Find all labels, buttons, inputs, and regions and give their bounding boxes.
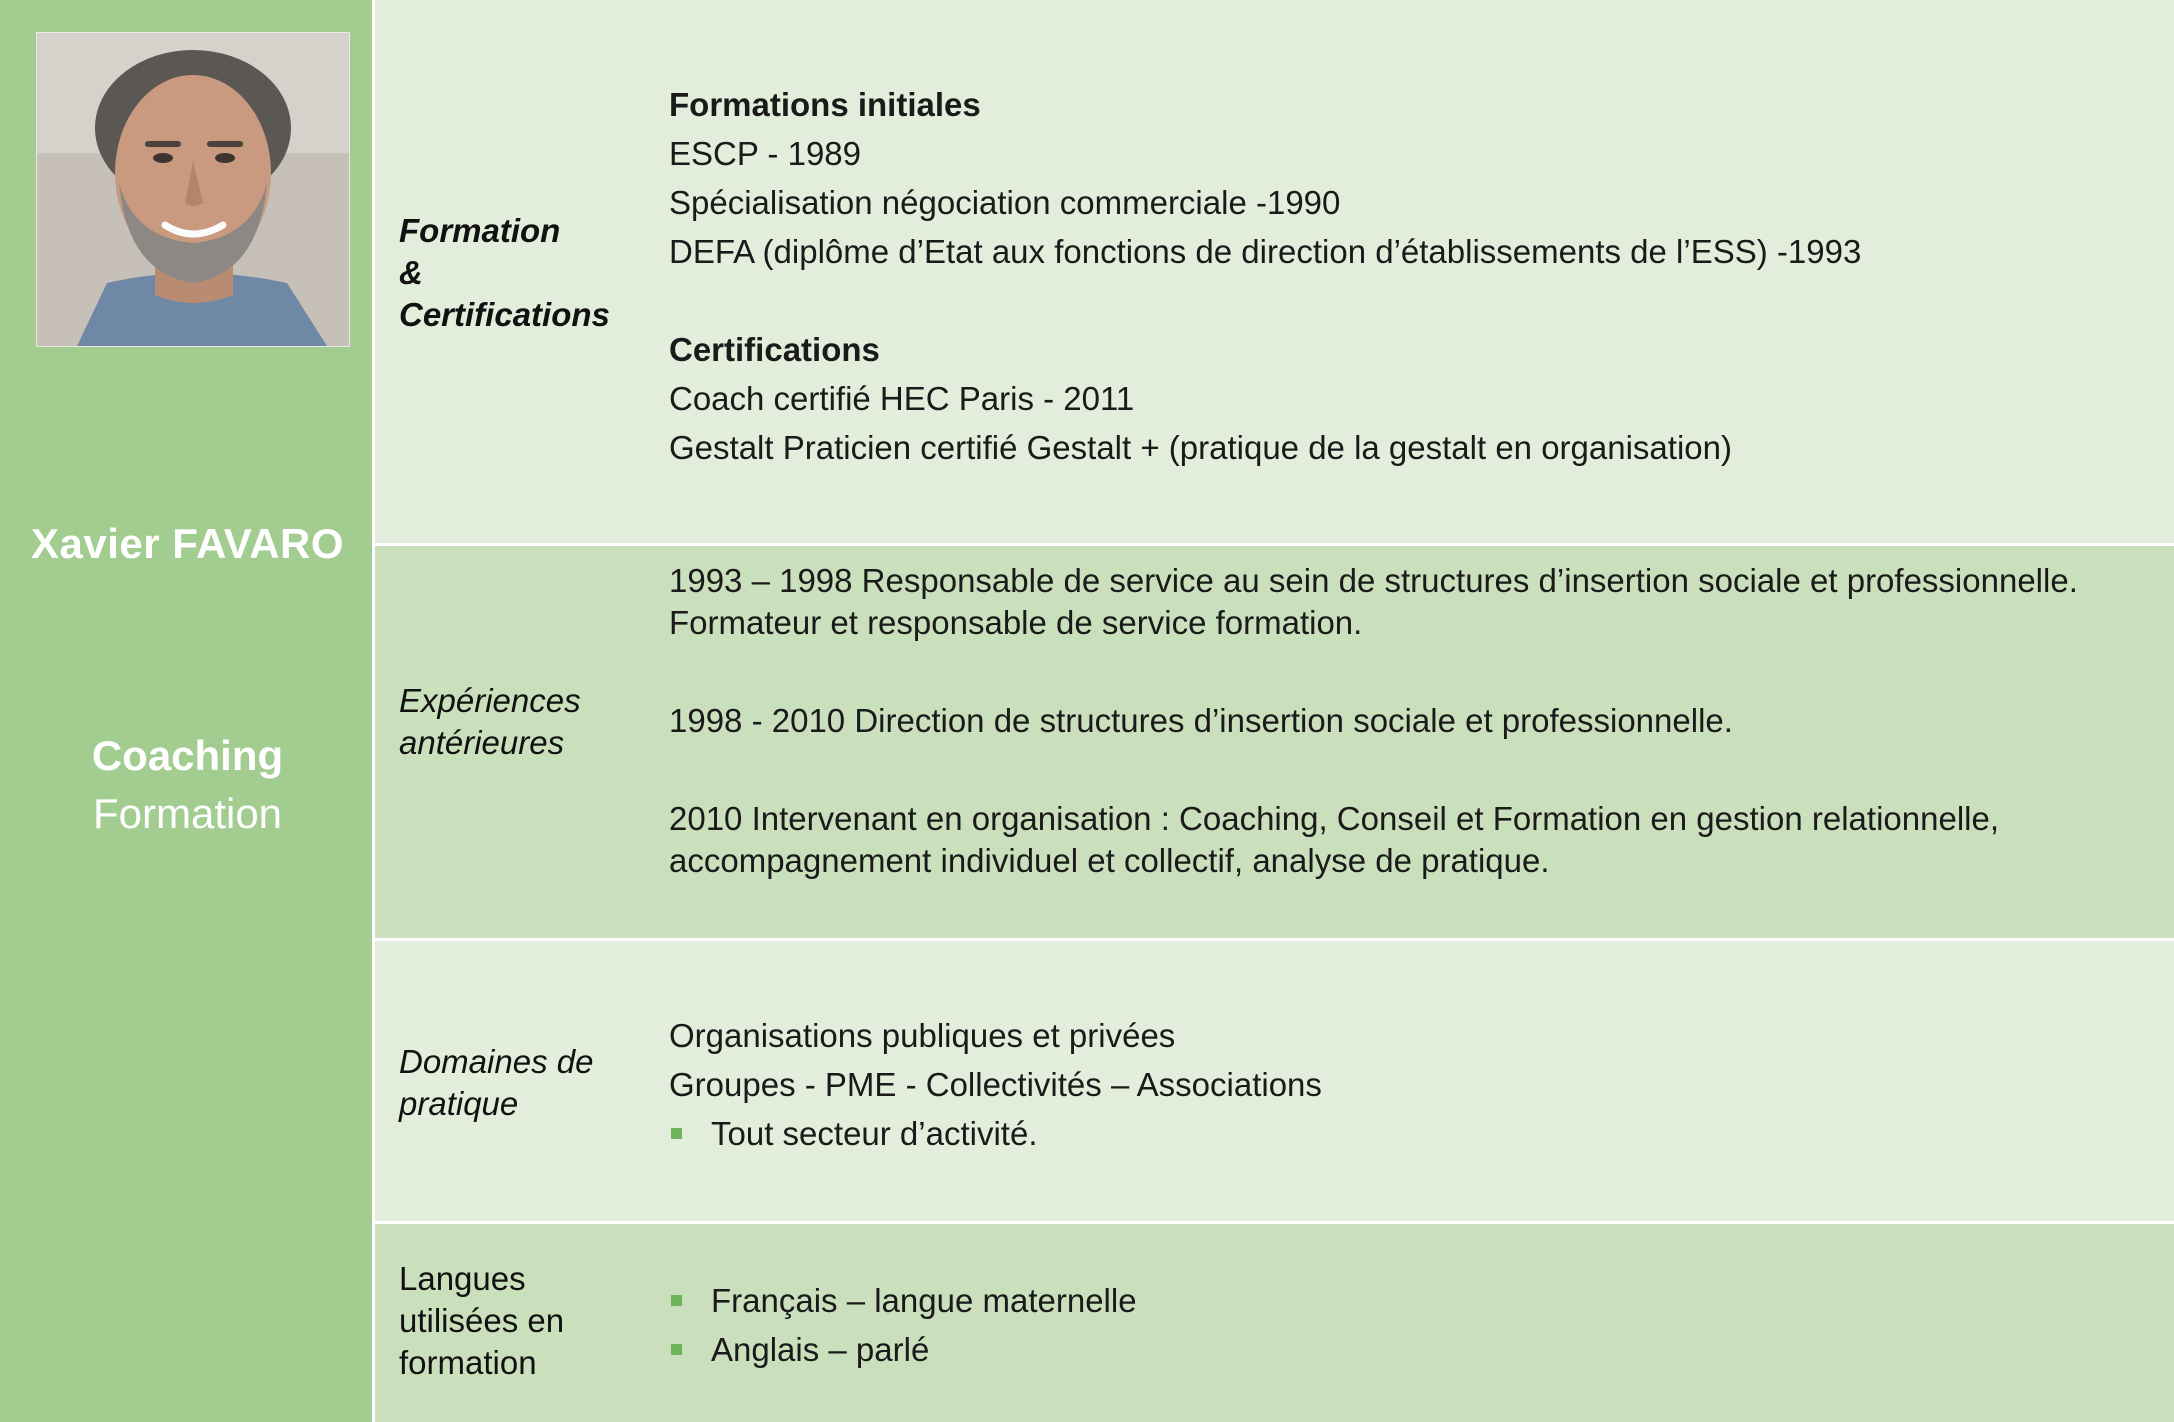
bullet-icon: [671, 1344, 682, 1355]
bullet-icon: [671, 1295, 682, 1306]
experience-item: Formateur et responsable de service formation.: [669, 604, 1363, 641]
experiences-content: [669, 560, 2134, 882]
domaines-content: [669, 1011, 2134, 1158]
list-item: Gestalt Praticien certifié Gestalt + (pratique de la gestalt en organisation): [669, 429, 1732, 466]
person-name: Xavier FAVARO: [30, 520, 345, 567]
role-secondary: Formation: [92, 790, 283, 837]
experience-item: 1998 - 2010 Direction de structures d’insertion sociale et professionnelle.: [669, 702, 1733, 739]
domain-line: Groupes - PME - Collectivités – Associations: [669, 1066, 1322, 1103]
list-item: Coach certifié HEC Paris - 2011: [669, 380, 1135, 417]
label-line: formation: [399, 1344, 537, 1381]
bullet-text: Anglais – parlé: [711, 1331, 930, 1368]
list-item: [669, 1325, 2134, 1374]
label-line: Expériences: [399, 682, 581, 719]
section-formation: [375, 0, 2174, 546]
label-line: Langues: [399, 1260, 526, 1297]
section-label-experiences: [399, 680, 639, 764]
label-line: pratique: [399, 1085, 519, 1122]
section-domaines: [375, 941, 2174, 1224]
bullet-icon: [671, 1128, 682, 1139]
experience-item: accompagnement individuel et collectif, analyse de pratique.: [669, 842, 1550, 879]
label-line: utilisées en: [399, 1302, 565, 1339]
domain-line: Organisations publiques et privées: [669, 1017, 1176, 1054]
bullet-text: Français – langue maternelle: [711, 1282, 1137, 1319]
section-label-domaines: [399, 1041, 639, 1125]
section-label-formation: [399, 210, 639, 336]
section-label-langues: [399, 1258, 639, 1384]
list-item: DEFA (diplôme d’Etat aux fonctions de direction d’établissements de l’ESS) -1993: [669, 233, 1862, 270]
label-line: Certifications: [399, 296, 610, 333]
list-item: Spécialisation négociation commerciale -1990: [669, 184, 1341, 221]
certifications-heading: Certifications: [669, 331, 880, 368]
label-line: Formation: [399, 212, 561, 249]
langues-content: [669, 1276, 2134, 1374]
formations-initiales-heading: Formations initiales: [669, 86, 981, 123]
profile-sidebar: [0, 0, 375, 1422]
label-line: antérieures: [399, 724, 565, 761]
bullet-text: Tout secteur d’activité.: [711, 1115, 1038, 1152]
section-langues: [375, 1224, 2174, 1422]
label-line: &: [399, 254, 423, 291]
experience-item: 2010 Intervenant en organisation : Coaching, Conseil et Formation en gestion relationnelle,: [669, 800, 2000, 837]
list-item: [669, 1276, 2134, 1325]
section-experiences: [375, 546, 2174, 941]
label-line: Domaines de: [399, 1043, 594, 1080]
role-primary: Coaching: [91, 732, 284, 779]
experience-item: 1993 – 1998 Responsable de service au sein de structures d’insertion sociale et professionnelle.: [669, 562, 2078, 599]
formation-content: [669, 80, 2134, 472]
list-item: [669, 1109, 2134, 1158]
list-item: ESCP - 1989: [669, 135, 862, 172]
profile-photo: [36, 32, 350, 347]
